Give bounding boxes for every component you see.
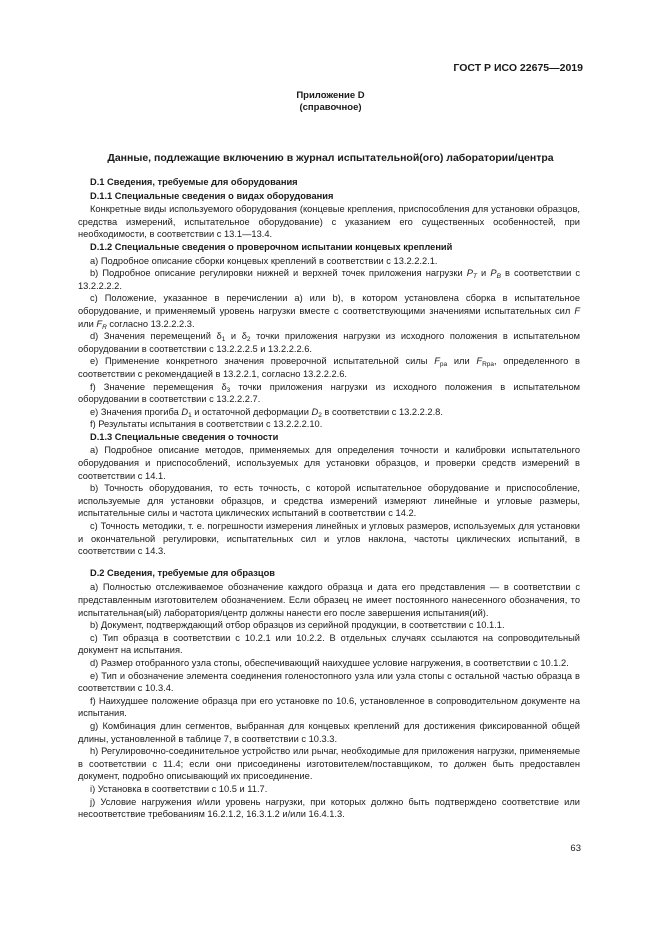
section-heading-d2: D.2 Сведения, требуемые для образцов bbox=[90, 567, 276, 578]
document-body bbox=[78, 176, 580, 821]
subsection-heading-d12: D.1.2 Специальные сведения о проверочном испытании концевых креплений bbox=[90, 241, 453, 252]
subsection-heading-d11: D.1.1 Специальные сведения о видах оборудования bbox=[90, 190, 334, 201]
section-heading-d1: D.1 Сведения, требуемые для оборудования bbox=[90, 177, 298, 187]
list-item-d12-e2: е) Значения прогиба $D_1$ и остаточной деформации $D_2$ в соответствии с 13.2.2.2.8. bbox=[90, 406, 443, 419]
list-item-d2-h: h) Регулировочно-соединительное устройство или рычаг, необходимые для приложения нагрузки, применяемые в соответствии с 11.4; если они присоединены изготовителем/поставщиком, то должен быть предоставлен документ, подробно описывающий их присоединение. bbox=[78, 746, 580, 782]
list-item-d12-c: с) Положение, указанное в перечислении а) или b), в котором установлена сборка в испытательное оборудование, и применяемый уровень нагрузки вместе с соответствующими значениями испытательных сил F или $F_R$ согласно 13.2.2.2.3. bbox=[78, 293, 580, 331]
list-item-d2-c: с) Тип образца в соответствии с 10.2.1 или 10.2.2. В отдельных случаях ссылаются на сопроводительный документ на испытания. bbox=[78, 632, 580, 656]
list-item-d13-c: с) Точность методики, т. е. погрешности измерения линейных и угловых размеров, используемых для установки и окончательной регулировки, испытательных сил и углов наклона, частоты циклических испытаний, в соответствии с 14.3. bbox=[78, 521, 580, 557]
list-item-d2-d: d) Размер отобранного узла стопы, обеспечивающий наихудшее условие нагружения, в соответствии с 10.1.2. bbox=[90, 657, 569, 668]
list-item-d12-f2: f) Результаты испытания в соответствии с 13.2.2.2.10. bbox=[90, 419, 323, 430]
list-item-d2-g: g) Комбинация длин сегментов, выбранная для концевых креплений для достижения фиксированной общей длины, установленной в таблице 7, в соответствии с 10.3.3. bbox=[78, 720, 580, 744]
list-item-d12-d: d) Значения перемещений $\delta_1$ и $\delta_2$ точки приложения нагрузки из исходного положения в испытательном оборудовании в соответствии с 13.2.2.2.5 и 13.2.2.2.6. bbox=[78, 331, 581, 354]
list-item-d2-e: е) Тип и обозначение элемента соединения голеностопного узла или узла стопы с остальной частью образца в соответствии с 10.3.4. bbox=[78, 670, 580, 694]
list-item-d12-f: f) Значение перемещения $\delta_3$ точки приложения нагрузки из исходного положения в испытательном оборудовании в соответствии с 13.2.2.2.7. bbox=[78, 381, 581, 405]
list-item-d2-j: j) Условие нагружения и/или уровень нагрузки, при которых должно быть подтверждено соответствие или несоответствие требованиям 16.2.1.2, 16.3.1.2 и/или 16.4.1.3. bbox=[78, 796, 580, 820]
annex-title: Приложение D bbox=[296, 90, 365, 101]
list-item-d13-b: b) Точность оборудования, то есть точность, с которой испытательное оборудование и приспособление, используемые для установки образцов, и средства измерений измеряют линейные и угловые размеры, испытательные силы и частота циклических испытаний в соответствии с 14.2. bbox=[78, 483, 580, 519]
annex-block bbox=[0, 90, 661, 114]
list-item-d2-f: f) Наихудшее положение образца при его установке по 10.6, установленное в сопроводительном документе на испытания. bbox=[78, 695, 580, 719]
list-item-d12-a: а) Подробное описание сборки концевых креплений в соответствии с 13.2.2.2.1. bbox=[90, 255, 438, 266]
list-item-d2-b: b) Документ, подтверждающий отбор образцов из серийной продукции, в соответствии с 10.1.1. bbox=[90, 620, 505, 631]
list-item-d12-b: b) Подробное описание регулировки нижней и верхней точек приложения нагрузки $P_T$ и $P_B$ в соответствии с 13.2.2.2.2. bbox=[78, 268, 580, 291]
list-item-d2-a: а) Полностью отслеживаемое обозначение каждого образца и дата его представления — в соответствии с представленным изготовителем обозначением. Если образец не имеет постоянного нанесенного обозначения, то испытательная(ый) лаборатория/центр должны нанести его после завершения испытания(ий). bbox=[78, 582, 580, 618]
list-item-d2-i: i) Установка в соответствии с 10.5 и 11.7. bbox=[90, 783, 268, 794]
paragraph-d11: Конкретные виды используемого оборудования (концевые крепления, приспособления для установки образцов, средства измерений, испытательное оборудование) с указанием его существенных особенностей, при необходимости, в соответствии с 13.1—13.4. bbox=[78, 204, 580, 240]
list-item-d13-a: а) Подробное описание методов, применяемых для определения точности и калибровки испытательного оборудования и приспособлений, используемых для установки образцов, и проверки средств измерений в соответствии с 14.1. bbox=[78, 445, 580, 481]
annex-subtitle: (справочное) bbox=[299, 102, 362, 113]
document-title: Данные, подлежащие включению в журнал испытательной(ого) лаборатории/центра bbox=[107, 152, 554, 164]
page-number: 63 bbox=[570, 843, 581, 854]
subsection-heading-d13: D.1.3 Специальные сведения о точности bbox=[90, 431, 279, 442]
standard-header: ГОСТ Р ИСО 22675—2019 bbox=[453, 62, 583, 74]
list-item-d12-e: е) Применение конкретного значения проверочной испытательной силы $F_{pa}$ или $F_{Rpa}$, определенного в соответствии с рекомендацией в 13.2.2.1, согласно 13.2.2.2.6. bbox=[78, 356, 580, 379]
